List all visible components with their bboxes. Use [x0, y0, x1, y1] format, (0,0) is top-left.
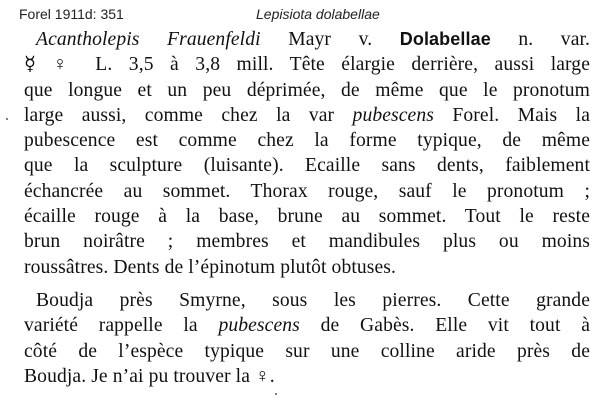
- text-line: Boudja près Smyrne, sous les pierres. Cette grande: [36, 289, 590, 311]
- text-line: [24, 27, 590, 52]
- text-segment: Forel. Mais la: [452, 104, 590, 126]
- text-line: écaille rouge à la base, brune au sommet. Tout le reste: [24, 206, 590, 228]
- italic-name: pubescens: [218, 315, 300, 337]
- text-line: Boudja. Je n’ai pu trouver la ♀.: [24, 365, 275, 387]
- text-line: roussâtres. Dents de l’épinotum plutôt obtuses.: [24, 256, 397, 278]
- species-name: Acantholepis Frauenfeldi: [36, 29, 261, 50]
- description-text: [24, 27, 590, 389]
- text-line: échancrée au sommet. Thorax rouge, sauf le pronotum ;: [24, 180, 590, 202]
- text-line: brun noirâtre ; membres et mandibules plus ou moins: [24, 231, 590, 253]
- taxon-title: Lepisiota dolabellae: [256, 6, 380, 22]
- variety-name: Dolabellae: [399, 29, 491, 49]
- text-segment: de Gabès. Elle vit tout à: [320, 315, 591, 337]
- text-segment: variété rappelle la: [24, 315, 198, 337]
- paragraph-locality: [24, 288, 590, 389]
- author-name: Mayr v.: [288, 29, 373, 50]
- text-line: côté de l’espèce typique sur une colline aride près de: [24, 340, 590, 362]
- text-line: [24, 103, 590, 128]
- page-header: [0, 4, 609, 24]
- text-line: pubescence est comme chez la forme typique, de même: [24, 130, 590, 152]
- text-line: [24, 313, 590, 338]
- paragraph-gap: [24, 280, 590, 288]
- citation-reference: Forel 1911d: 351: [19, 6, 124, 22]
- text-line: ☿ ♀ L. 3,5 à 3,8 mill. Tête élargie derrière, aussi large: [24, 54, 590, 76]
- italic-name: pubescens: [352, 104, 434, 126]
- text-line: que la sculpture (luisante). Ecaille sans dents, faiblement: [24, 155, 590, 177]
- taxon-status: n. var.: [518, 29, 591, 50]
- scan-speck: [6, 118, 8, 120]
- text-segment: large aussi, comme chez la var: [24, 104, 335, 126]
- scan-speck: [275, 393, 277, 395]
- paragraph-description: [24, 27, 590, 280]
- text-line: que longue et un peu déprimée, de même que le pronotum: [24, 79, 590, 101]
